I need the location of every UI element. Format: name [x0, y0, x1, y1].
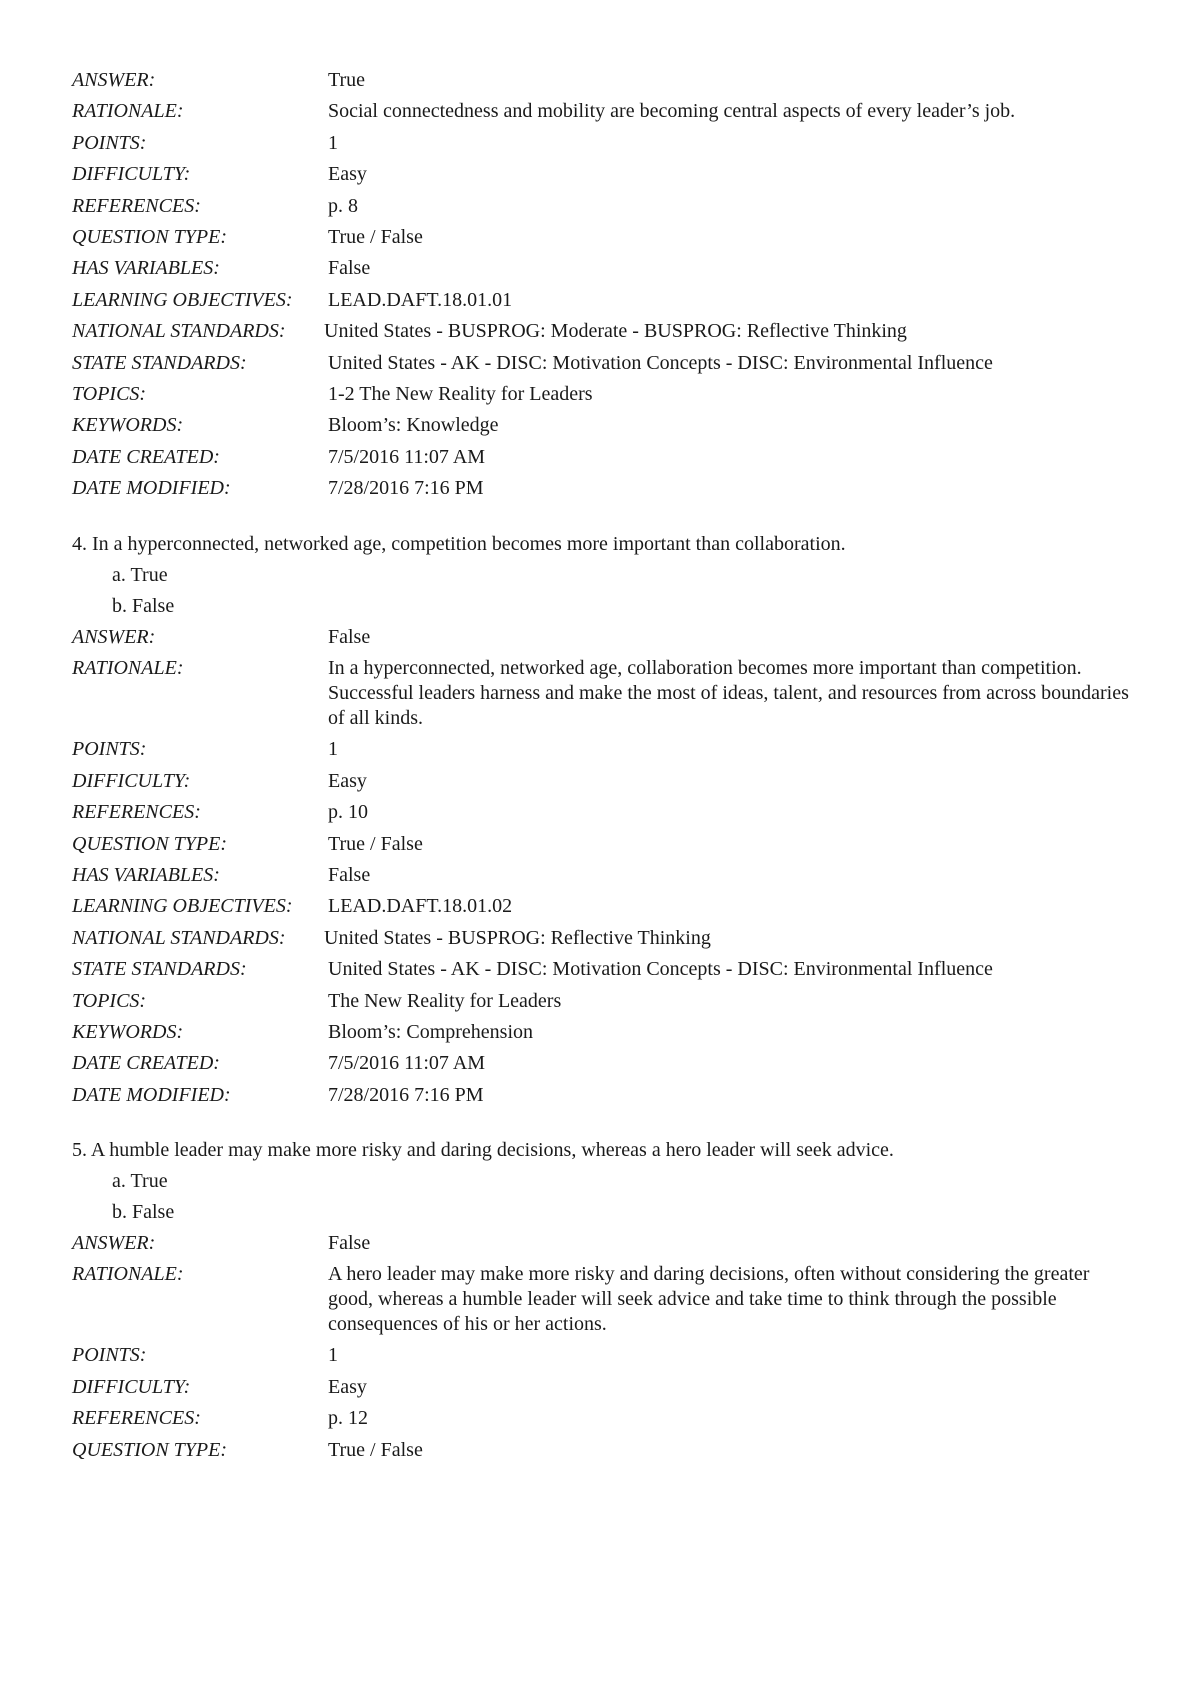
meta-value: False	[328, 626, 371, 648]
meta-value: True	[328, 69, 366, 91]
question-4	[72, 529, 1132, 1111]
meta-value: Bloom’s: Knowledge	[328, 414, 499, 437]
meta-value: United States - BUSPROG: Reflective Thinking	[324, 926, 711, 949]
meta-row-date-created	[72, 442, 1132, 473]
meta-value: True / False	[328, 832, 423, 855]
meta-label: QUESTION TYPE:	[72, 832, 228, 855]
meta-value: United States - BUSPROG: Moderate - BUSPROG: Reflective Thinking	[324, 320, 907, 343]
meta-value: Social connectedness and mobility are becoming central aspects of every leader’s job.	[328, 100, 1016, 123]
meta-value: False	[328, 1232, 371, 1254]
meta-value: 7/28/2016 7:16 PM	[328, 1083, 484, 1106]
meta-row-date-modified	[72, 1080, 1132, 1111]
meta-row-keywords	[72, 410, 1132, 441]
question-5	[72, 1135, 1132, 1466]
meta-label: DATE CREATED:	[72, 445, 220, 468]
meta-row-has-variables	[72, 253, 1132, 284]
meta-row-question-type	[72, 829, 1132, 860]
meta-row-answer	[72, 65, 1132, 96]
meta-label: ANSWER:	[72, 69, 156, 91]
meta-label: POINTS:	[72, 131, 147, 154]
meta-value: United States - AK - DISC: Motivation Concepts - DISC: Environmental Influence	[328, 351, 993, 374]
meta-row-date-modified	[72, 473, 1132, 504]
meta-label: DATE MODIFIED:	[72, 1083, 231, 1106]
meta-value: 7/5/2016 11:07 AM	[328, 445, 486, 468]
meta-label: HAS VARIABLES:	[72, 864, 220, 887]
meta-value: Easy	[328, 769, 367, 792]
meta-label: LEARNING OBJECTIVES:	[72, 288, 293, 311]
meta-label: DIFFICULTY:	[72, 1375, 191, 1398]
meta-value: True / False	[328, 1438, 423, 1461]
choice-b: b. False	[112, 1201, 175, 1223]
meta-value: False	[328, 257, 371, 280]
meta-row-difficulty	[72, 1372, 1132, 1403]
meta-label: QUESTION TYPE:	[72, 226, 228, 249]
meta-label: RATIONALE:	[72, 657, 184, 680]
meta-value: p. 8	[328, 194, 358, 217]
meta-row-references	[72, 1403, 1132, 1434]
question-text: 5. A humble leader may make more risky and daring decisions, whereas a hero leader will seek advice.	[72, 1139, 894, 1161]
choice-a: a. True	[112, 564, 168, 586]
meta-row-state-standards	[72, 954, 1132, 985]
meta-value: LEAD.DAFT.18.01.01	[328, 288, 513, 311]
question-text: 4. In a hyperconnected, networked age, competition becomes more important than collaboration.	[72, 533, 846, 555]
meta-row-answer	[72, 622, 1132, 653]
meta-value: 7/28/2016 7:16 PM	[328, 477, 484, 500]
meta-label: TOPICS:	[72, 989, 147, 1012]
meta-label: RATIONALE:	[72, 1263, 184, 1286]
meta-row-learning-objectives	[72, 285, 1132, 316]
meta-label: REFERENCES:	[72, 194, 201, 217]
meta-label: POINTS:	[72, 1344, 147, 1367]
meta-value: 1	[328, 1344, 338, 1367]
meta-value: 1	[328, 131, 338, 154]
meta-label: LEARNING OBJECTIVES:	[72, 895, 293, 918]
meta-row-difficulty	[72, 159, 1132, 190]
meta-value: 1	[328, 738, 338, 761]
meta-label: HAS VARIABLES:	[72, 257, 220, 280]
meta-row-has-variables	[72, 860, 1132, 891]
meta-row-points	[72, 734, 1132, 765]
meta-row-date-created	[72, 1048, 1132, 1079]
meta-row-learning-objectives	[72, 891, 1132, 922]
meta-label: REFERENCES:	[72, 801, 201, 824]
meta-label: KEYWORDS:	[72, 1021, 184, 1044]
choice-b: b. False	[112, 595, 175, 617]
meta-value: False	[328, 864, 371, 887]
meta-label: NATIONAL STANDARDS:	[72, 926, 286, 949]
meta-label: RATIONALE:	[72, 100, 184, 123]
meta-value: In a hyperconnected, networked age, collaboration becomes more important than competition. Successful leaders harness and make the most of ideas, talent, and resources from across boundaries of all kinds.	[328, 657, 1129, 730]
meta-label: DIFFICULTY:	[72, 163, 191, 186]
meta-row-rationale	[72, 1259, 1132, 1340]
meta-label: DIFFICULTY:	[72, 769, 191, 792]
meta-row-topics	[72, 986, 1132, 1017]
meta-value: p. 12	[328, 1407, 368, 1430]
meta-label: KEYWORDS:	[72, 414, 184, 437]
meta-value: Bloom’s: Comprehension	[328, 1021, 533, 1044]
meta-row-references	[72, 191, 1132, 222]
meta-label: DATE MODIFIED:	[72, 477, 231, 500]
meta-row-national-standards	[72, 316, 1132, 347]
meta-value: LEAD.DAFT.18.01.02	[328, 895, 513, 918]
meta-value: United States - AK - DISC: Motivation Concepts - DISC: Environmental Influence	[328, 958, 993, 981]
meta-row-rationale	[72, 96, 1132, 127]
meta-label: ANSWER:	[72, 626, 156, 648]
meta-label: REFERENCES:	[72, 1407, 201, 1430]
meta-row-national-standards	[72, 923, 1132, 954]
meta-row-references	[72, 797, 1132, 828]
meta-row-rationale	[72, 653, 1132, 734]
meta-row-points	[72, 1340, 1132, 1371]
meta-row-keywords	[72, 1017, 1132, 1048]
meta-row-answer	[72, 1228, 1132, 1259]
meta-label: DATE CREATED:	[72, 1052, 220, 1075]
meta-value: Easy	[328, 163, 367, 186]
meta-row-points	[72, 128, 1132, 159]
meta-row-question-type	[72, 1435, 1132, 1466]
meta-value: 7/5/2016 11:07 AM	[328, 1052, 486, 1075]
meta-value: 1-2 The New Reality for Leaders	[328, 383, 593, 406]
question-3-metadata	[72, 65, 1132, 505]
meta-label: STATE STANDARDS:	[72, 351, 247, 374]
meta-label: NATIONAL STANDARDS:	[72, 320, 286, 343]
meta-label: QUESTION TYPE:	[72, 1438, 228, 1461]
meta-label: POINTS:	[72, 738, 147, 761]
choice-a: a. True	[112, 1170, 168, 1192]
meta-value: Easy	[328, 1375, 367, 1398]
meta-value: The New Reality for Leaders	[328, 989, 562, 1012]
meta-label: ANSWER:	[72, 1232, 156, 1254]
meta-row-state-standards	[72, 348, 1132, 379]
meta-value: p. 10	[328, 801, 368, 824]
meta-value: A hero leader may make more risky and daring decisions, often without considering the greater good, whereas a humble leader will seek advice and take time to think through the possible consequences of his or her actions.	[328, 1263, 1090, 1336]
meta-row-difficulty	[72, 766, 1132, 797]
meta-label: TOPICS:	[72, 383, 147, 406]
meta-label: STATE STANDARDS:	[72, 958, 247, 981]
meta-value: True / False	[328, 226, 423, 249]
meta-row-topics	[72, 379, 1132, 410]
meta-row-question-type	[72, 222, 1132, 253]
